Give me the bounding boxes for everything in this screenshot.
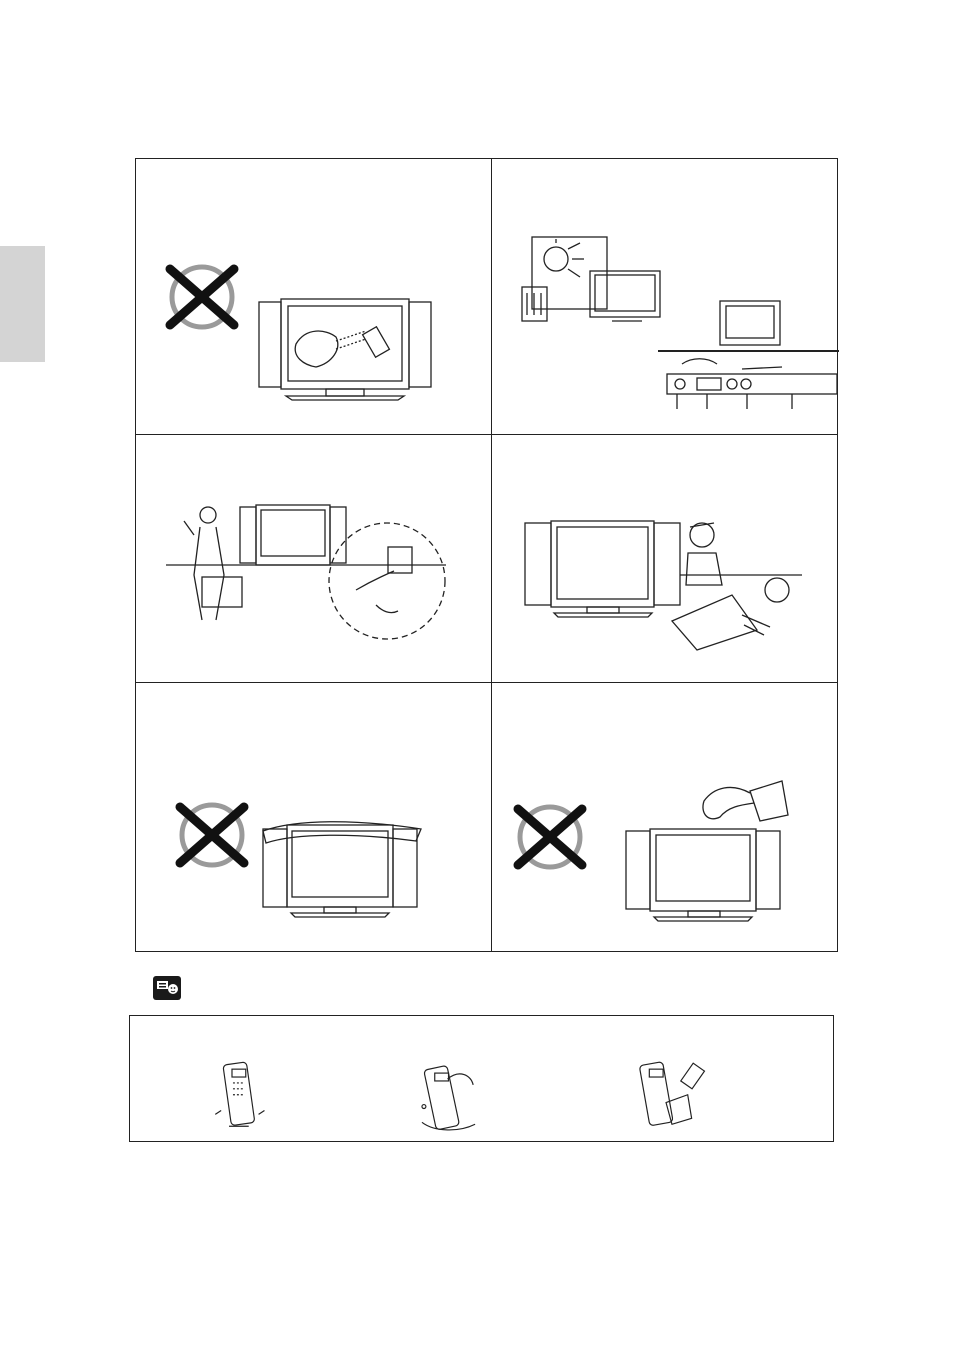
cover-illustration (136, 683, 491, 953)
panel-and-tools-icon (672, 578, 789, 650)
illustration-grid (135, 158, 838, 952)
person-icon (184, 507, 242, 620)
stove-icon (667, 359, 837, 409)
cell-liquid (492, 683, 839, 953)
cup-spill-icon (703, 781, 788, 821)
tv-icon (525, 521, 680, 617)
remote-drop-icon (215, 1062, 264, 1126)
heat-sources-illustration (492, 159, 839, 434)
tv-icon (259, 299, 431, 400)
technician-icon (686, 523, 722, 585)
memo-icon (153, 976, 181, 1000)
cloth-icon (295, 331, 338, 367)
remote-care-box (129, 1015, 834, 1142)
cell-cover (136, 683, 491, 953)
service-illustration (492, 435, 839, 682)
remote-care-illustrations (130, 1016, 833, 1141)
remote-wet-icon (422, 1065, 475, 1130)
heater-icon (522, 287, 547, 321)
prohibit-icon (170, 267, 234, 327)
window-sun-icon (532, 237, 607, 309)
spray-cleaner-illustration (136, 159, 491, 434)
cell-spray-cleaner (136, 159, 491, 434)
tv-icon (626, 829, 780, 921)
prohibit-icon (518, 807, 582, 867)
cell-heat-sources (492, 159, 839, 434)
unplug-illustration (136, 435, 491, 682)
tv-icon-small (590, 271, 660, 321)
spray-can-icon (336, 327, 389, 358)
prohibit-icon (180, 805, 244, 865)
cell-service (492, 435, 839, 682)
cell-unplug (136, 435, 491, 682)
tv-icon (240, 505, 346, 565)
remote-chemical-icon (639, 1062, 704, 1126)
side-tab (0, 246, 45, 362)
tv-icon-kitchen (720, 301, 780, 345)
liquid-illustration (492, 683, 839, 953)
